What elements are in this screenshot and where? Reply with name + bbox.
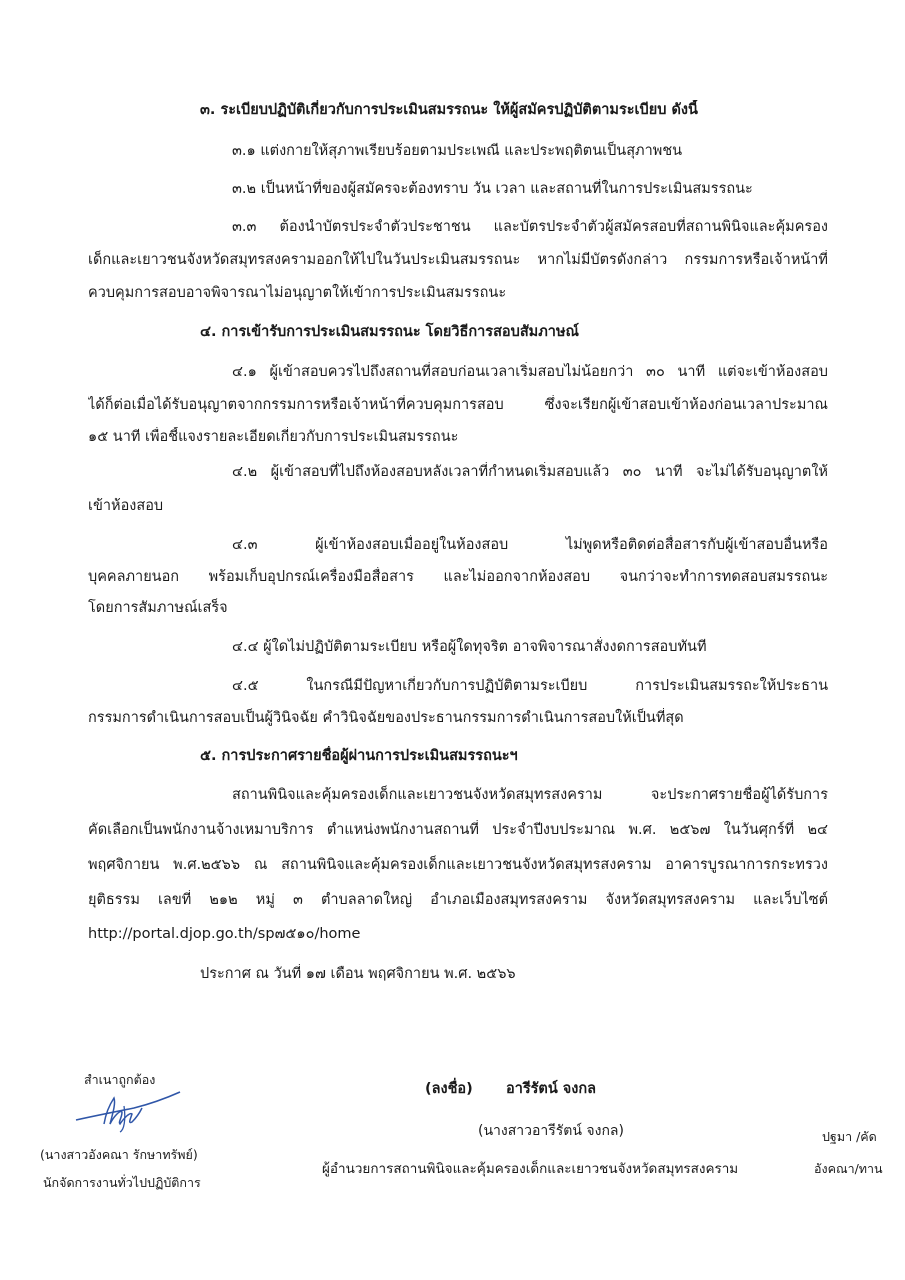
section-4-item-3-line-2: บุคคลภายนอก พร้อมเก็บอุปกรณ์เครื่องมือสื่อสาร และไม่ออกจากห้องสอบ จนกว่าจะทำการทดสอบสมรรถนะ bbox=[88, 569, 828, 585]
section-3-item-3-line-1: ๓.๓ ต้องนำบัตรประจำตัวประชาชน และบัตรประจำตัวผู้สมัครสอบที่สถานพินิจและคุ้มครอง bbox=[232, 219, 828, 235]
section-5-paragraph-line-2: คัดเลือกเป็นพนักงานจ้างเหมาบริการ ตำแหน่งพนักงานสถานที่ ประจำปีงบประมาณ พ.ศ. ๒๕๖๗ ในวันศุกร์ที่ ๒๔ bbox=[88, 822, 828, 838]
section-4-item-5-line-2: กรรมการดำเนินการสอบเป็นผู้วินิจฉัย คำวินิจฉัยของประธานกรรมการดำเนินการสอบให้เป็นที่สุด bbox=[88, 710, 684, 726]
proofreader-initials: อังคณา/ทาน bbox=[814, 1161, 883, 1176]
section-4-item-3-line-1: ๔.๓ ผู้เข้าห้องสอบเมื่ออยู่ในห้องสอบ ไม่พูดหรือติดต่อสื่อสารกับผู้เข้าสอบอื่นหรือ bbox=[232, 537, 828, 553]
section-4-heading: ๔. การเข้ารับการประเมินสมรรถนะ โดยวิธีการสอบสัมภาษณ์ bbox=[200, 324, 579, 340]
section-3-item-1: ๓.๑ แต่งกายให้สุภาพเรียบร้อยตามประเพณี และประพฤติตนเป็นสุภาพชน bbox=[232, 143, 683, 159]
announcement-date: ประกาศ ณ วันที่ ๑๗ เดือน พฤศจิกายน พ.ศ. ๒๕๖๖ bbox=[200, 966, 516, 982]
section-3-item-3-line-3: ควบคุมการสอบอาจพิจารณาไม่อนุญาตให้เข้าการประเมินสมรรถนะ bbox=[88, 285, 507, 301]
section-4-item-1-line-2: ได้ก็ต่อเมื่อได้รับอนุญาตจากกรรมการหรือเจ้าหน้าที่ควบคุมการสอบ ซึ่งจะเรียกผู้เข้าสอบเข้าห้องก่อนเวลาประมาณ bbox=[88, 397, 828, 413]
copy-cert-label: สำเนาถูกต้อง bbox=[84, 1072, 156, 1087]
copy-cert-signature bbox=[74, 1090, 184, 1134]
section-4-item-1-line-1: ๔.๑ ผู้เข้าสอบควรไปถึงสถานที่สอบก่อนเวลาเริ่มสอบไม่น้อยกว่า ๓๐ นาที แต่จะเข้าห้องสอบ bbox=[232, 364, 828, 380]
section-5-paragraph-line-1: สถานพินิจและคุ้มครองเด็กและเยาวชนจังหวัดสมุทรสงคราม จะประกาศรายชื่อผู้ได้รับการ bbox=[232, 787, 828, 803]
signatory-signed-name: อารีรัตน์ จงกล bbox=[506, 1081, 597, 1097]
signatory-full-name: (นางสาวอารีรัตน์ จงกล) bbox=[478, 1123, 624, 1139]
section-3-heading: ๓. ระเบียบปฏิบัติเกี่ยวกับการประเมินสมรรถนะ ให้ผู้สมัครปฏิบัติตามระเบียบ ดังนี้ bbox=[200, 102, 698, 118]
section-5-heading: ๕. การประกาศรายชื่อผู้ผ่านการประเมินสมรรถนะฯ bbox=[200, 748, 518, 764]
section-4-item-2-line-2: เข้าห้องสอบ bbox=[88, 498, 164, 514]
section-3-item-2: ๓.๒ เป็นหน้าที่ของผู้สมัครจะต้องทราบ วัน เวลา และสถานที่ในการประเมินสมรรถนะ bbox=[232, 181, 753, 197]
section-3-item-3-line-2: เด็กและเยาวชนจังหวัดสมุทรสงครามออกให้ไปในวันประเมินสมรรถนะ หากไม่มีบัตรดังกล่าว กรรมการหรือเจ้าหน้าที่ bbox=[88, 252, 828, 268]
signatory-position: ผู้อำนวยการสถานพินิจและคุ้มครองเด็กและเยาวชนจังหวัดสมุทรสงคราม bbox=[322, 1161, 739, 1177]
section-4-item-4: ๔.๔ ผู้ใดไม่ปฏิบัติตามระเบียบ หรือผู้ใดทุจริต อาจพิจารณาสั่งงดการสอบทันที bbox=[232, 639, 707, 655]
section-4-item-1-line-3: ๑๕ นาที เพื่อชี้แจงรายละเอียดเกี่ยวกับการประเมินสมรรถนะ bbox=[88, 429, 459, 445]
sign-label: (ลงชื่อ) bbox=[425, 1081, 473, 1097]
section-5-website-link[interactable]: http://portal.djop.go.th/sp๗๕๑๐/home bbox=[88, 926, 361, 942]
copy-cert-position: นักจัดการงานทั่วไปปฏิบัติการ bbox=[43, 1175, 201, 1190]
section-5-paragraph-line-4: ยุติธรรม เลขที่ ๒๑๒ หมู่ ๓ ตำบลลาดใหญ่ อำเภอเมืองสมุทรสงคราม จังหวัดสมุทรสงคราม และเว็บไซต์ bbox=[88, 892, 828, 908]
typist-initials: ปฐมา /คัด bbox=[822, 1129, 877, 1144]
copy-cert-name: (นางสาวอังคณา รักษาทรัพย์) bbox=[40, 1147, 198, 1162]
section-4-item-2-line-1: ๔.๒ ผู้เข้าสอบที่ไปถึงห้องสอบหลังเวลาที่กำหนดเริ่มสอบแล้ว ๓๐ นาที จะไม่ได้รับอนุญาตให้ bbox=[232, 464, 828, 480]
section-5-paragraph-line-3: พฤศจิกายน พ.ศ.๒๕๖๖ ณ สถานพินิจและคุ้มครองเด็กและเยาวชนจังหวัดสมุทรสงคราม อาคารบูรณาการกระทรวง bbox=[88, 857, 828, 873]
section-4-item-5-line-1: ๔.๕ ในกรณีมีปัญหาเกี่ยวกับการปฏิบัติตามระเบียบ การประเมินสมรรถะให้ประธาน bbox=[232, 678, 828, 694]
section-4-item-3-line-3: โดยการสัมภาษณ์เสร็จ bbox=[88, 600, 228, 616]
